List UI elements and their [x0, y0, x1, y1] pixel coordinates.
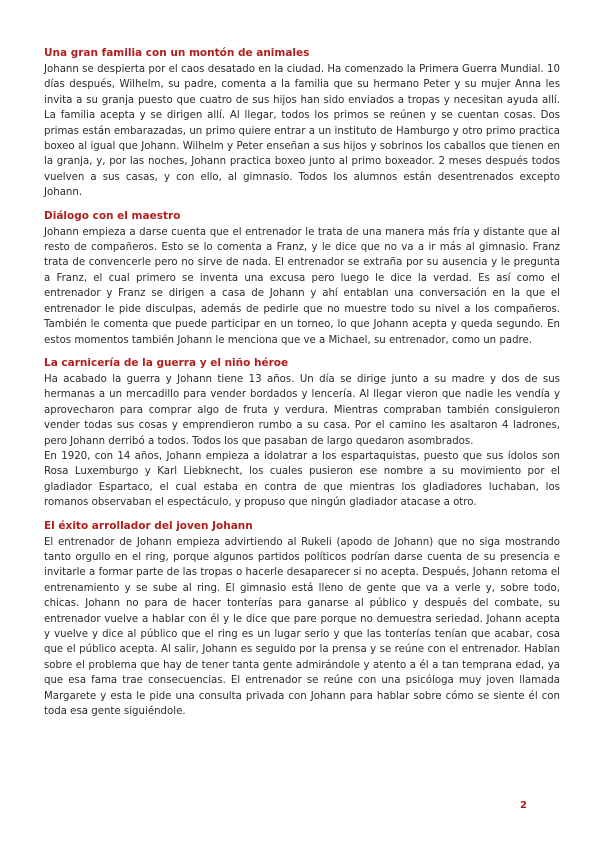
page-number: 2	[520, 800, 527, 811]
section-dialogo	[44, 209, 560, 348]
section-heading: Una gran familia con un montón de animales	[44, 47, 310, 59]
document-body	[44, 46, 560, 727]
section-paragraph: El entrenador de Johann empieza advirtiendo al Rukeli (apodo de Johann) que no siga mostrando tanto orgullo en el ring, porque algunos partidos políticos podrían darse cuenta de su presencia e invitarle a formar parte de las tropas o hacerle desaparecer si no acepta. Después, Johann retoma el entrenamiento y se sube al ring. El gimnasio está lleno de gente que va a verle y, sobre todo, chicas. Johann no para de hacer tonterías para ganarse al público y después del combate, su entrenador vuelve a hablar con él y le dice que pare porque no demuestra seriedad. Johann acepta y vuelve y dice al público que el ring es un lugar serio y que las tonterías tenían que acabar, cosa que el público acepta. Al salir, Johann es seguido por la prensa y se reúne con el entrenador. Hablan sobre el problema que hay de tener tanta gente admirándole y atento a él a tan temprana edad, ya que esa fama trae consecuencias. El entrenador se reúne con una psicóloga muy joven llamada Margarete y esta le pide una consulta privada con Johann para hablar sobre cómo se siente él con toda esa gente siguiéndole.	[44, 536, 560, 718]
section-paragraph: Ha acabado la guerra y Johann tiene 13 años. Un día se dirige junto a su madre y dos de sus hermanas a un mercadillo para vender bordados y lencería. Al llegar vieron que nadie les vendía y aprovecharon para comprar algo de fruta y verdura. Mientras compraban también consiguieron vender todas sus cosas y emprendieron rumbo a su casa. Por el camino les asaltaron 4 ladrones, pero Johann derribó a todos. Todos los que pasaban de largo quedaron asombrados.	[44, 373, 560, 447]
section-guerra	[44, 356, 560, 511]
section-heading: La carnicería de la guerra y el niño héroe	[44, 356, 289, 369]
section-exito	[44, 519, 560, 720]
section-heading: Diálogo con el maestro	[44, 209, 181, 222]
section-heading: El éxito arrollador del joven Johann	[44, 519, 253, 532]
section-paragraph: Johann se despierta por el caos desatado en la ciudad. Ha comenzado la Primera Guerra Mundial. 10 días después, Wilhelm, su padre, comenta a la familia que su hermano Peter y su mujer Anna les invita a su granja puesto que cuatro de sus hijos han sido enviados a tropas y necesitan ayuda allí. La familia acepta y se dirigen allí. Al llegar, todos los primos se reúnen y se cuentan cosas. Dos primas están embarazadas, un primo quiere entrar a un instituto de Hamburgo y otro primo practica boxeo al igual que Johann. Wilhelm y Peter enseñan a sus hijos y sobrinos los caballos que tienen en la granja, y, por las noches, Johann practica boxeo junto al primo boxeador. 2 meses después todos vuelven a sus casas, y con ello, al gimnasio. Todos los alumnos están desentrenados excepto Johann.	[44, 64, 560, 199]
section-paragraph: En 1920, con 14 años, Johann empieza a idolatrar a los espartaquistas, puesto que sus ídolos son Rosa Luxemburgo y Karl Liebknecht, los cuales pusieron ese nombre a su movimiento por el gladiador Espartaco, el cual estaba en contra de que mientras los gladiadores luchaban, los romanos observaban el espectáculo, y propuso que ningún gladiador atacase a otro.	[44, 450, 560, 509]
section-paragraph: Johann empieza a darse cuenta que el entrenador le trata de una manera más fría y distante que al resto de compañeros. Esto se lo comenta a Franz, y le dice que no va a ir más al gimnasio. Franz trata de convencerle pero no sirve de nada. El entrenador se extraña por su ausencia y le pregunta a Franz, el cual primero se inventa una excusa pero luego le dice la verdad. Es así como el entrenador y Franz se dirigen a casa de Johann y ahí entablan una conversación en la que el entrenador le pide disculpas, además de pedirle que no muestre todo su nivel a los compañeros. También le comenta que puede participar en un torneo, lo que Johann acepta y queda segundo. En estos momentos también Johann le menciona que ve a Michael, su entrenador, como un padre.	[44, 226, 560, 346]
section-familia	[44, 46, 560, 201]
